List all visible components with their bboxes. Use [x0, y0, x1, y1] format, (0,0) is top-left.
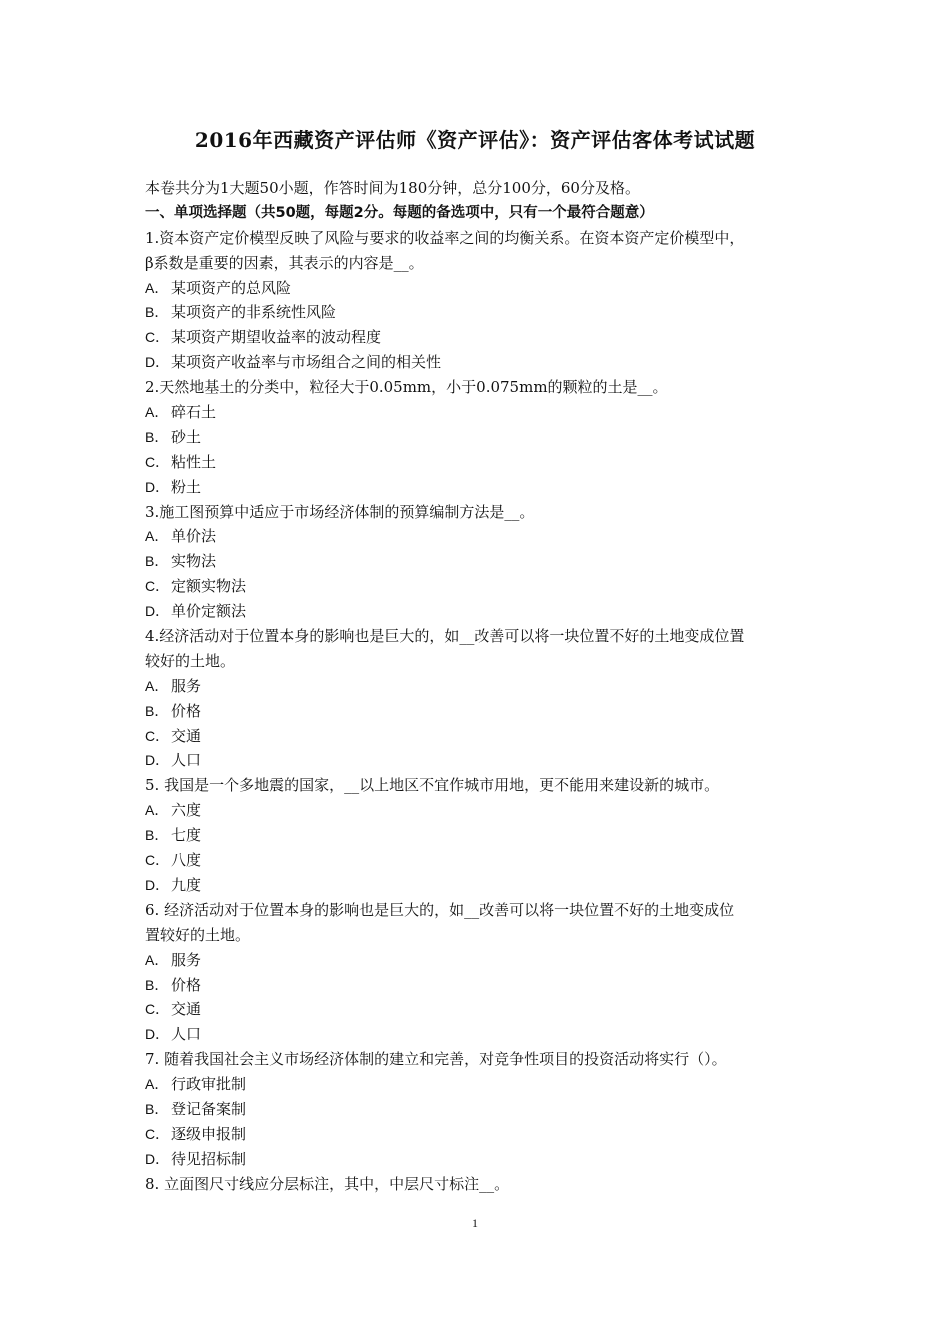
option-letter: A． — [145, 802, 169, 819]
option-letter: A． — [145, 279, 169, 296]
answer-option — [145, 1072, 815, 1097]
option-letter: A． — [145, 404, 169, 421]
option-text: 行政审批制 — [171, 1075, 247, 1094]
section-heading: 一、单项选择题（共50题，每题2分。每题的备选项中，只有一个最符合题意） — [145, 204, 654, 221]
option-letter: C． — [145, 329, 170, 346]
option-text: 人口 — [171, 751, 202, 770]
answer-option — [145, 674, 815, 699]
answer-option — [145, 848, 815, 873]
answer-option — [145, 425, 815, 450]
answer-option — [145, 524, 815, 549]
document-title: 2016年西藏资产评估师《资产评估》：资产评估客体考试试题 — [194, 128, 756, 152]
answer-option — [145, 1147, 815, 1172]
question-stem-line: 3.施工图预算中适应于市场经济体制的预算编制方法是__。 — [145, 502, 535, 521]
option-text: 粘性土 — [171, 452, 217, 471]
option-letter: D． — [145, 752, 170, 769]
option-text: 待见招标制 — [171, 1149, 247, 1168]
question-item — [145, 226, 815, 375]
option-text: 服务 — [171, 676, 202, 695]
option-letter: C． — [145, 578, 170, 595]
option-letter: C． — [145, 453, 170, 470]
question-stem-line: 7. 随着我国社会主义市场经济体制的建立和完善，对竞争性项目的投资活动将实行（）。 — [145, 1050, 727, 1069]
answer-option — [145, 450, 815, 475]
answer-option — [145, 276, 815, 301]
question-stem-line: 4.经济活动对于位置本身的影响也是巨大的，如__改善可以将一块位置不好的土地变成位置 — [145, 627, 745, 646]
question-item — [145, 624, 815, 773]
answer-option — [145, 748, 815, 773]
option-letter: B． — [145, 304, 169, 321]
answer-option — [145, 400, 815, 425]
question-stem-line: 8. 立面图尺寸线应分层标注，其中，中层尺寸标注__。 — [145, 1174, 510, 1193]
question-stem-line: 2.天然地基土的分类中，粒径大于0.05mm，小于0.075mm的颗粒的土是__。 — [145, 378, 668, 397]
answer-option — [145, 1022, 815, 1047]
option-letter: A． — [145, 677, 169, 694]
question-item — [145, 1047, 815, 1171]
answer-option — [145, 798, 815, 823]
option-letter: D． — [145, 1150, 170, 1167]
option-text: 八度 — [171, 851, 202, 870]
option-letter: C． — [145, 1125, 170, 1142]
option-letter: B． — [145, 827, 169, 844]
option-letter: D． — [145, 478, 170, 495]
answer-option — [145, 699, 815, 724]
question-list — [145, 226, 815, 1197]
option-text: 定额实物法 — [171, 577, 247, 596]
answer-option — [145, 948, 815, 973]
option-text: 粉土 — [171, 477, 202, 496]
answer-option — [145, 1122, 815, 1147]
option-text: 单价法 — [171, 527, 217, 546]
option-text: 交通 — [171, 1000, 202, 1019]
answer-option — [145, 823, 815, 848]
option-text: 九度 — [171, 875, 202, 894]
question-item — [145, 375, 815, 499]
question-stem-line: β系数是重要的因素，其表示的内容是__。 — [145, 253, 424, 272]
option-text: 服务 — [171, 950, 202, 969]
question-stem-line: 5. 我国是一个多地震的国家，__以上地区不宜作城市用地，更不能用来建设新的城市。 — [145, 776, 720, 795]
answer-option — [145, 350, 815, 375]
option-letter: B． — [145, 1100, 169, 1117]
option-letter: C． — [145, 852, 170, 869]
option-text: 某项资产收益率与市场组合之间的相关性 — [171, 353, 442, 372]
answer-option — [145, 574, 815, 599]
answer-option — [145, 873, 815, 898]
option-text: 某项资产的总风险 — [171, 278, 292, 297]
answer-option — [145, 325, 815, 350]
option-letter: D． — [145, 603, 170, 620]
option-letter: D． — [145, 1026, 170, 1043]
option-letter: C． — [145, 727, 170, 744]
option-letter: A． — [145, 528, 169, 545]
page-number: 1 — [472, 1216, 478, 1230]
option-letter: B． — [145, 702, 169, 719]
option-text: 价格 — [171, 701, 202, 720]
question-stem-line: 1.资本资产定价模型反映了风险与要求的收益率之间的均衡关系。在资本资产定价模型中， — [145, 228, 745, 247]
option-text: 登记备案制 — [171, 1099, 247, 1118]
option-text: 某项资产期望收益率的波动程度 — [171, 328, 382, 347]
question-stem-line: 较好的土地。 — [145, 651, 236, 670]
option-letter: B． — [145, 976, 169, 993]
option-text: 人口 — [171, 1025, 202, 1044]
question-stem-line: 置较好的土地。 — [145, 925, 251, 944]
question-stem-line: 6. 经济活动对于位置本身的影响也是巨大的，如__改善可以将一块位置不好的土地变成位 — [145, 900, 735, 919]
option-text: 单价定额法 — [171, 602, 247, 621]
option-letter: D． — [145, 876, 170, 893]
answer-option — [145, 300, 815, 325]
question-item — [145, 1172, 815, 1197]
question-item — [145, 500, 815, 624]
intro-text: 本卷共分为1大题50小题，作答时间为180分钟，总分100分，60分及格。 — [145, 179, 640, 197]
option-text: 逐级申报制 — [171, 1124, 247, 1143]
document-body — [145, 176, 815, 1197]
option-letter: B． — [145, 553, 169, 570]
answer-option — [145, 1097, 815, 1122]
answer-option — [145, 997, 815, 1022]
option-text: 砂土 — [171, 427, 202, 446]
option-text: 七度 — [171, 826, 202, 845]
option-text: 价格 — [171, 975, 202, 994]
question-item — [145, 898, 815, 1047]
option-letter: D． — [145, 354, 170, 371]
option-letter: C． — [145, 1001, 170, 1018]
option-text: 六度 — [171, 801, 202, 820]
answer-option — [145, 549, 815, 574]
answer-option — [145, 973, 815, 998]
answer-option — [145, 724, 815, 749]
answer-option — [145, 599, 815, 624]
question-item — [145, 773, 815, 897]
option-text: 碎石土 — [171, 403, 217, 422]
option-letter: A． — [145, 1076, 169, 1093]
option-text: 交通 — [171, 726, 202, 745]
option-letter: A． — [145, 951, 169, 968]
answer-option — [145, 475, 815, 500]
option-letter: B． — [145, 428, 169, 445]
option-text: 某项资产的非系统性风险 — [171, 303, 337, 322]
option-text: 实物法 — [171, 552, 217, 571]
